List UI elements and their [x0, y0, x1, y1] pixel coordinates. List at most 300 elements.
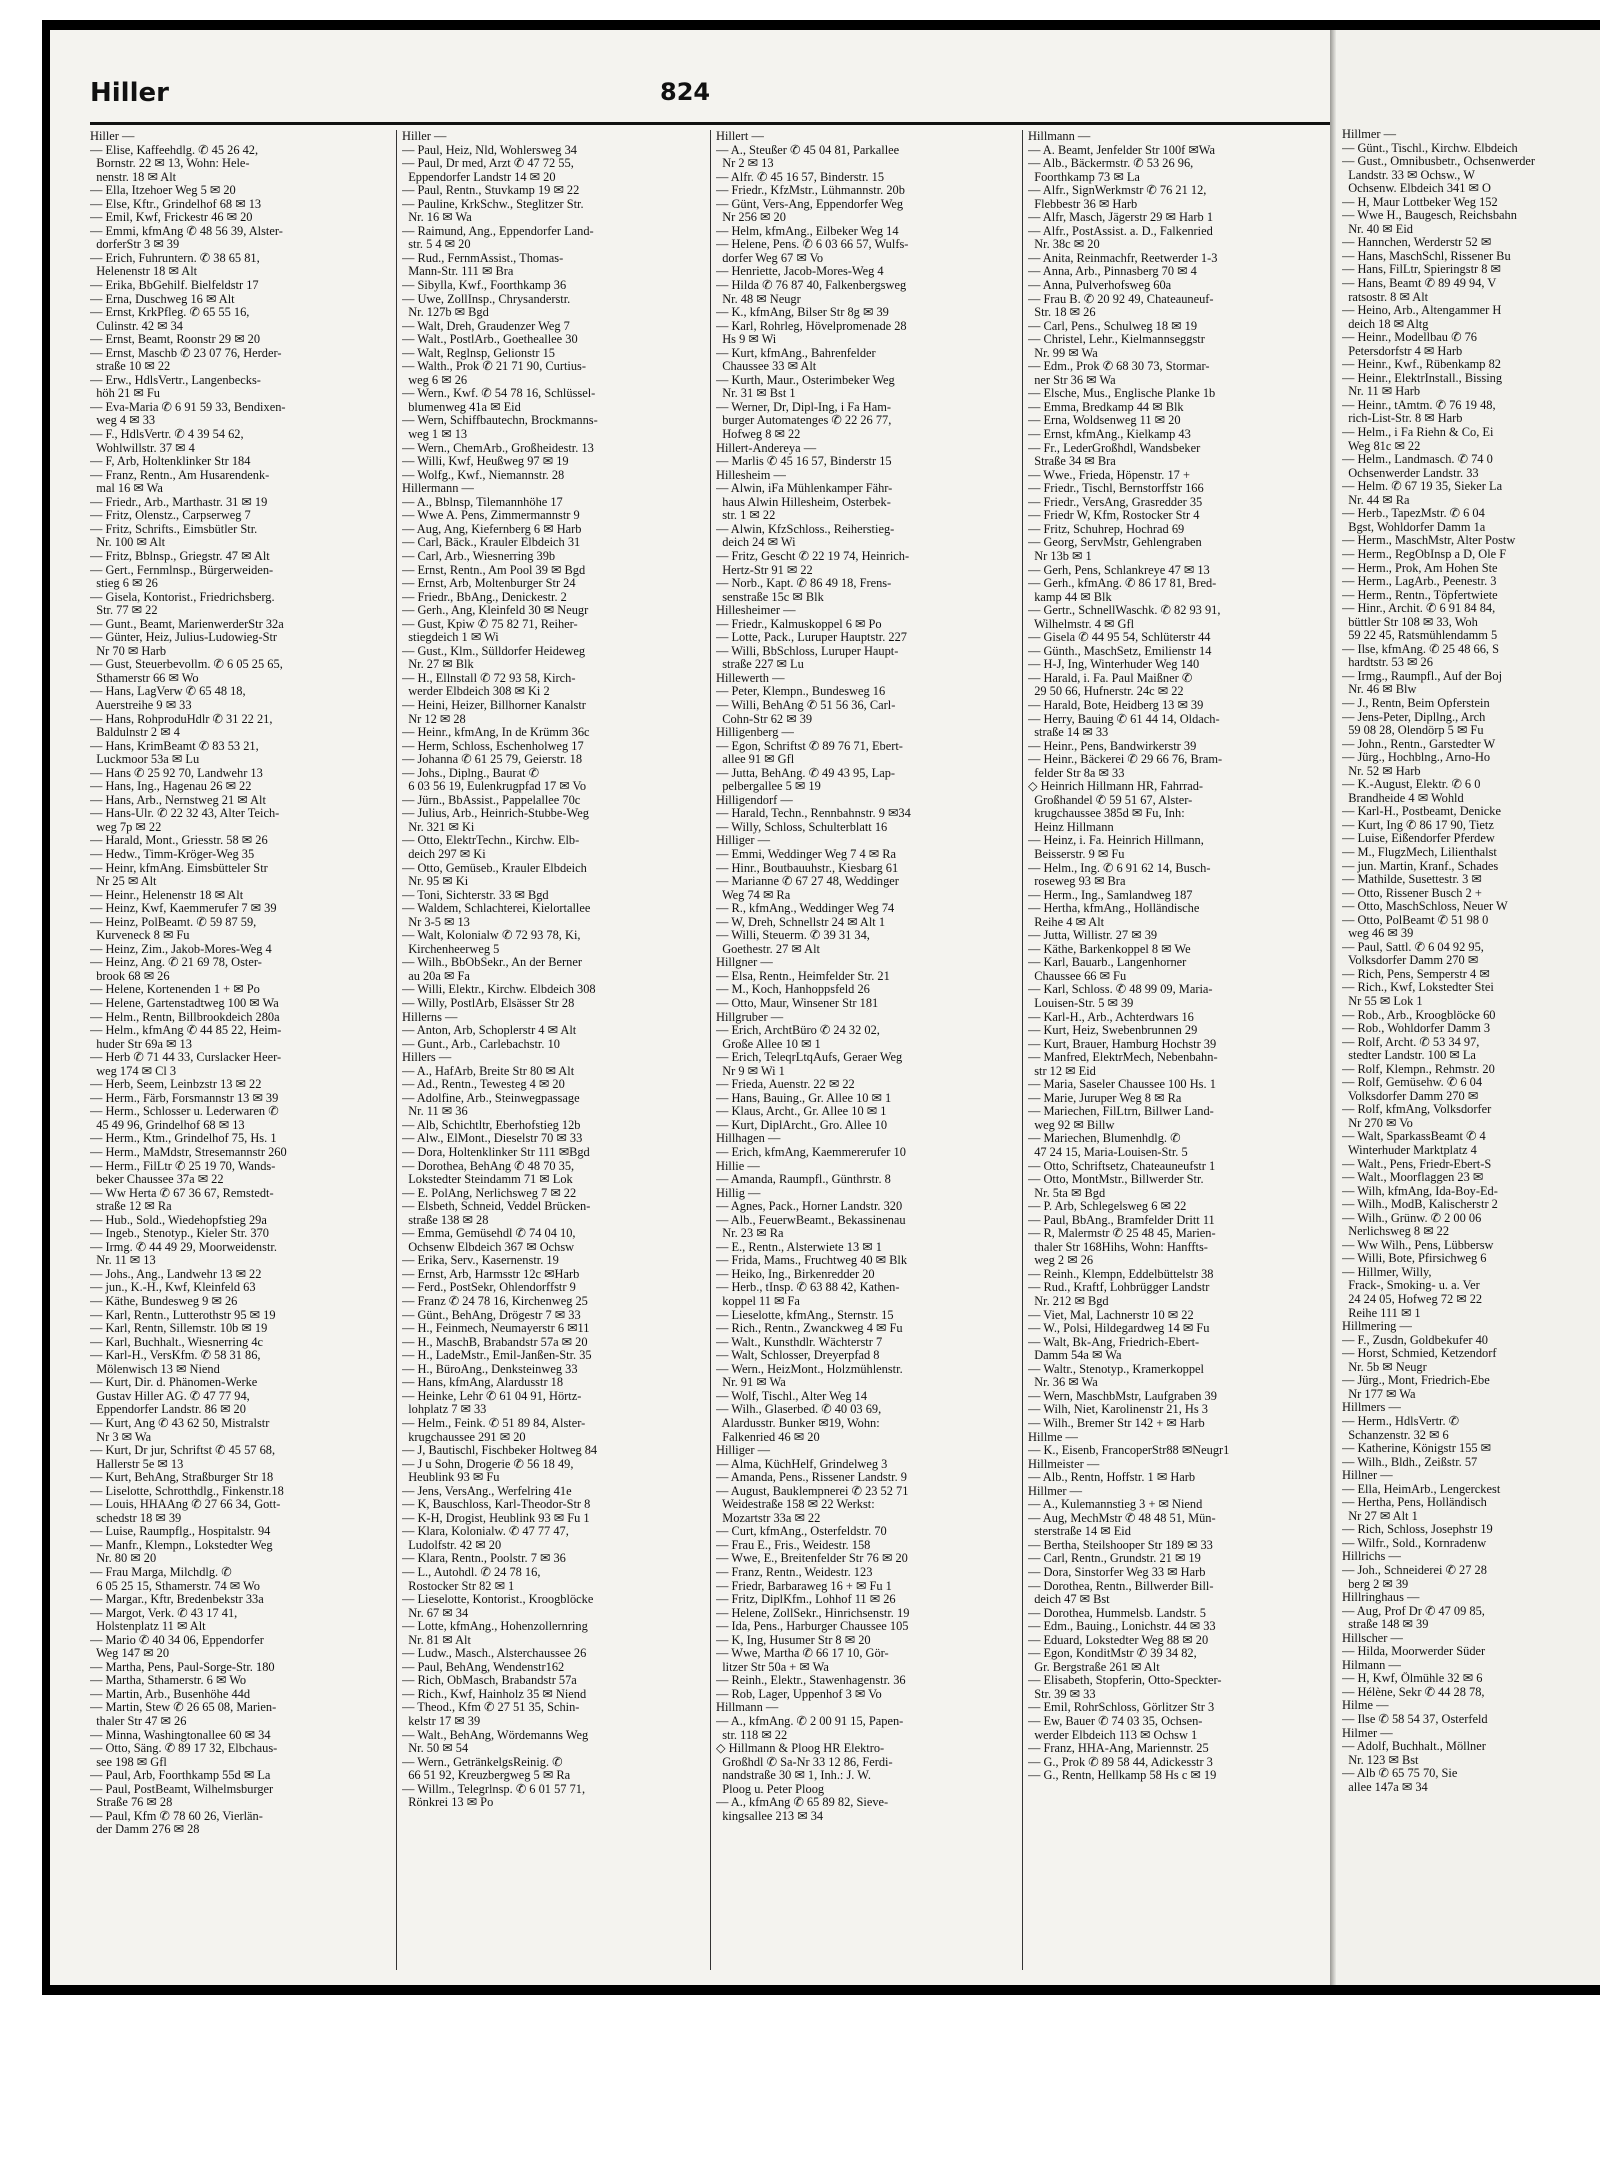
- directory-entry-line: — Willm., Telegrlnsp. ✆ 6 01 57 71,: [402, 1782, 586, 1796]
- directory-entry-line: — Paul, BbAng., Bramfelder Dritt 11: [1028, 1213, 1215, 1227]
- directory-entry-line: — Egon, KonditMstr ✆ 39 34 82,: [1028, 1647, 1197, 1661]
- directory-entry-line: — Ernst, KrkPfleg. ✆ 65 55 16,: [90, 306, 250, 320]
- surname-heading: Hillesheimer —: [716, 604, 796, 618]
- directory-entry-line: Louisen-Str. 5 ✉ 39: [1028, 997, 1134, 1010]
- directory-entry-line: — Mariechen, FilLtrn, Billwer Land-: [1028, 1105, 1214, 1119]
- directory-entry-line: — Heinr., Helenenstr 18 ✉ Alt: [90, 888, 244, 902]
- next-page-entry-line: Hilme —: [1342, 1699, 1389, 1713]
- directory-entry-line: Nr. 67 ✉ 34: [402, 1606, 469, 1620]
- directory-entry-line: 29 50 66, Hufnerstr. 24c ✉ 22: [1028, 685, 1184, 699]
- directory-entry-line: — Herm., Ing., Samlandweg 187: [1028, 888, 1193, 902]
- directory-entry-line: Cohn-Str 62 ✉ 39: [716, 712, 813, 726]
- directory-entry-line: Luckmoor 53a ✉ Lu: [90, 753, 200, 767]
- directory-entry-line: — Hilda ✆ 76 87 40, Falkenbergsweg: [716, 279, 907, 293]
- directory-entry-line: — Wilh., BbObSekr., An der Berner: [402, 956, 582, 970]
- next-page-entry-line: Nr. 44 ✉ Ra: [1342, 493, 1410, 507]
- directory-entry-line: Nr. 38c ✉ 20: [1028, 238, 1100, 252]
- directory-entry-line: — Emma, Bredkamp 44 ✉ Blk: [1028, 400, 1184, 414]
- directory-entry-line: — Rob, Lager, Uppenhof 3 ✉ Vo: [716, 1687, 882, 1701]
- next-page-entry-line: — Walt., Pens, Friedr-Ebert-S: [1342, 1157, 1492, 1171]
- directory-entry-line: — Henriette, Jacob-Mores-Weg 4: [716, 265, 884, 279]
- next-page-entry-line: Nr 177 ✉ Wa: [1342, 1387, 1416, 1401]
- directory-entry-line: — Gust, Kpiw ✆ 75 82 71, Reiher-: [402, 617, 578, 631]
- directory-entry-line: — Dora, Sinstorfer Weg 33 ✉ Harb: [1028, 1565, 1206, 1579]
- directory-entry-line: — jun., K.-H., Kwf, Kleinfeld 63: [90, 1281, 256, 1295]
- directory-entry-line: Nr. 36 ✉ Wa: [1028, 1376, 1098, 1390]
- page-margin-bottom: [0, 1995, 1600, 2177]
- directory-entry-line: — Friedr., VersAng, Grasredder 35: [1028, 495, 1203, 509]
- directory-entry-line: huder Str 69a ✉ 13: [90, 1037, 192, 1051]
- directory-entry-line: str. 5 4 ✉ 20: [402, 238, 471, 252]
- directory-entry-line: weg 2 ✉ 26: [1028, 1254, 1094, 1268]
- next-page-entry-line: Hillringhaus —: [1342, 1591, 1420, 1605]
- directory-entry-line: — Margar., Kftr, Bredenbekstr 33a: [90, 1593, 264, 1607]
- directory-entry-line: Mölenwisch 13 ✉ Niend: [90, 1362, 220, 1376]
- next-page-entry-line: — Horst, Schmied, Ketzendorf: [1342, 1347, 1497, 1361]
- directory-entry-line: Gr. Bergstraße 261 ✉ Alt: [1028, 1660, 1160, 1674]
- directory-entry-line: — Reinh., Elektr., Stawenhagenstr. 36: [716, 1674, 906, 1688]
- directory-entry-line: weg 4 ✉ 33: [90, 414, 156, 428]
- next-page-entry-line: Hillner —: [1342, 1469, 1393, 1483]
- directory-entry-line: — Walt, Schlosser, Dreyerpfad 8: [716, 1349, 880, 1363]
- directory-entry-line: — Ernst, Rentn., Am Pool 39 ✉ Bgd: [402, 563, 586, 577]
- directory-entry-line: — A., kfmAng. ✆ 2 00 91 15, Papen-: [716, 1714, 904, 1728]
- surname-heading: Hillme —: [1028, 1430, 1078, 1444]
- directory-entry-line: Wilhelmstr. 4 ✉ Gfl: [1028, 617, 1135, 631]
- next-page-entry-line: — Paul, Sattl. ✆ 6 04 92 95,: [1342, 940, 1484, 954]
- directory-entry-line: Nr. 5ta ✉ Bgd: [1028, 1186, 1106, 1200]
- directory-entry-line: lohplatz 7 ✉ 33: [402, 1403, 487, 1417]
- next-page-entry-line: — Mathilde, Susettestr. 3 ✉: [1342, 873, 1482, 887]
- directory-entry-line: — Lotte, Pack., Luruper Hauptstr. 227: [716, 631, 907, 645]
- directory-entry-line: — Klara, Kolonialw. ✆ 47 77 47,: [402, 1525, 569, 1539]
- directory-entry-line: Helenenstr 18 ✉ Alt: [90, 265, 198, 279]
- directory-entry-line: Hofweg 8 ✉ 22: [716, 428, 801, 442]
- directory-entry-line: Goethestr. 27 ✉ Alt: [716, 942, 820, 956]
- directory-entry-line: weg 92 ✉ Billw: [1028, 1118, 1115, 1132]
- next-page-entry-line: — Wwe H., Baugesch, Reichsbahn: [1342, 209, 1517, 223]
- next-page-entry-line: — Ella, HeimArb., Lengerckest: [1342, 1482, 1501, 1496]
- next-page-entry-line: — Wilfr., Sold., Kornradenw: [1342, 1536, 1487, 1550]
- next-page-entry-line: — Helm., i Fa Riehn & Co, Ei: [1342, 426, 1494, 440]
- directory-entry-line: — Alwin, iFa Mühlenkamper Fähr-: [716, 482, 893, 496]
- next-page-entry-line: — Irmg., Raumpfl., Auf der Boj: [1342, 669, 1503, 683]
- directory-entry-line: Nr. 27 ✉ Blk: [402, 658, 474, 672]
- directory-entry-line: sterstraße 14 ✉ Eid: [1028, 1525, 1131, 1539]
- directory-entry-line: — Alma, KüchHelf, Grindelweg 3: [716, 1457, 888, 1471]
- surname-heading: Hiller —: [90, 130, 135, 143]
- directory-entry-line: krugchaussee 385d ✉ Fu, Inh:: [1028, 807, 1185, 821]
- directory-entry-line: — Erna, Woldsenweg 11 ✉ 20: [1028, 414, 1181, 428]
- directory-entry-line: — Helene, Pens. ✆ 6 03 66 57, Wulfs-: [716, 238, 909, 252]
- directory-entry-line: — Pauline, KrkSchw., Steglitzer Str.: [402, 197, 584, 211]
- directory-entry-line: — Karl, Schloss. ✆ 48 99 09, Maria-: [1028, 983, 1213, 997]
- directory-entry-line: — Kurt, BehAng, Straßburger Str 18: [90, 1471, 274, 1485]
- next-page-entry-line: Nr. 5b ✉ Neugr: [1342, 1360, 1427, 1374]
- directory-entry-line: — Herry, Bauing ✆ 61 44 14, Oldach-: [1028, 712, 1220, 726]
- directory-entry-line: — Alfr. ✆ 45 16 57, Binderstr. 15: [716, 170, 885, 184]
- directory-entry-line: — Gerh., Ang, Kleinfeld 30 ✉ Neugr: [402, 604, 589, 618]
- directory-entry-line: — R, Malermstr ✆ 25 48 45, Marien-: [1028, 1227, 1216, 1241]
- directory-entry-line: — Louis, HHAAng ✆ 27 66 34, Gott-: [90, 1498, 281, 1512]
- next-page-entry-line: — Heinr., Modellbau ✆ 76: [1342, 331, 1477, 345]
- directory-entry-line: Nr 12 ✉ 28: [402, 712, 466, 726]
- next-page-entry-line: Bgst, Wohldorfer Damm 1a: [1342, 520, 1486, 534]
- directory-entry-line: — Paul, PostBeamt, Wilhelmsburger: [90, 1782, 274, 1796]
- directory-entry-line: — Fritz, Gescht ✆ 22 19 74, Heinrich-: [716, 549, 910, 563]
- directory-entry-line: — Christel, Lehr., Kielmannseggstr: [1028, 333, 1205, 347]
- surname-heading: Hillert-Andereya —: [716, 441, 817, 455]
- directory-entry-line: — K-H, Drogist, Heublink 93 ✉ Fu 1: [402, 1511, 590, 1525]
- directory-entry-line: Str. 18 ✉ 26: [1028, 306, 1096, 320]
- directory-entry-line: — Karl-H., Arb., Achterdwars 16: [1028, 1010, 1194, 1024]
- directory-entry-line: Nr. 11 ✉ 13: [90, 1254, 156, 1268]
- directory-entry-line: Lokstedter Steindamm 71 ✉ Lok: [402, 1173, 573, 1187]
- directory-entry-line: Str. 39 ✉ 33: [1028, 1687, 1096, 1701]
- directory-entry-line: — Margot, Verk. ✆ 43 17 41,: [90, 1606, 238, 1620]
- directory-entry-line: Ludolfstr. 42 ✉ 20: [402, 1538, 502, 1552]
- next-page-entry-line: — Karl-H., Postbeamt, Denicke: [1342, 805, 1501, 819]
- directory-entry-line: Bornstr. 22 ✉ 13, Wohn: Hele-: [90, 157, 250, 171]
- next-page-entry-line: — Wilh, kfmAng, Ida-Boy-Ed-: [1342, 1184, 1498, 1198]
- directory-entry-line: — Willy, Schloss, Schulterblatt 16: [716, 820, 888, 834]
- directory-entry-line: Nr. 11 ✉ 36: [402, 1105, 468, 1119]
- directory-entry-line: — Karl, Rentn, Sillemstr. 10b ✉ 19: [90, 1322, 268, 1336]
- next-page-entry-line: — Hannchen, Werderstr 52 ✉: [1342, 236, 1492, 250]
- directory-entry-line: Eppendorfer Landstr. 86 ✉ 20: [90, 1403, 246, 1417]
- surname-heading: Hilligenberg —: [716, 726, 794, 740]
- directory-entry-line: — Klaus, Archt., Gr. Allee 10 ✉ 1: [716, 1105, 887, 1119]
- surname-heading: Hillmer —: [1028, 1484, 1083, 1498]
- next-page-entry-line: Ochsenw. Elbdeich 341 ✉ O: [1342, 182, 1491, 196]
- directory-column-1: [90, 130, 390, 1975]
- next-page-entry-line: — Otto, Rissener Busch 2 +: [1342, 886, 1482, 900]
- directory-entry-line: — P. Arb, Schlegelsweg 6 ✉ 22: [1028, 1200, 1187, 1214]
- directory-entry-line: — Alfr., PostAssist. a. D., Falkenried: [1028, 224, 1213, 238]
- next-page-entry-line: Frack-, Smoking- u. a. Ver: [1342, 1279, 1480, 1293]
- directory-entry-line: — Karl, Buchhalt., Wiesnerring 4c: [90, 1335, 264, 1349]
- next-page-entry-line: — Rob., Arb., Kroogblöcke 60: [1342, 1008, 1496, 1022]
- directory-entry-line: — Martha, Pens, Paul-Sorge-Str. 180: [90, 1660, 275, 1674]
- directory-entry-line: krugchaussee 291 ✉ 20: [402, 1430, 526, 1444]
- directory-entry-line: — Rud., Kraftf, Lohbrügger Landstr: [1028, 1281, 1210, 1295]
- directory-entry-line: — Heiko, Ing., Birkenredder 20: [716, 1267, 875, 1281]
- directory-entry-line: deich 47 ✉ Bst: [1028, 1593, 1110, 1607]
- directory-entry-line: — Gust., Klm., Sülldorfer Heideweg: [402, 644, 586, 658]
- directory-entry-line: — A. Beamt, Jenfelder Str 100f ✉Wa: [1028, 143, 1215, 157]
- next-page-entry-line: — Jürg., Mont, Friedrich-Ebe: [1342, 1374, 1490, 1388]
- directory-entry-line: — Erich, TeleqrLtqAufs, Geraer Weg: [716, 1051, 903, 1065]
- directory-entry-line: — Hans ✆ 25 92 70, Landwehr 13: [90, 766, 263, 780]
- directory-entry-line: — Hub., Sold., Wiedehopfstieg 29a: [90, 1213, 267, 1227]
- next-page-entry-line: Landstr. 33 ✉ Ochsw., W: [1342, 168, 1475, 182]
- directory-entry-line: — Willi, Steuerm. ✆ 39 31 34,: [716, 929, 870, 943]
- directory-entry-line: — Elisabeth, Stopferin, Otto-Speckter-: [1028, 1674, 1222, 1688]
- directory-entry-line: — Else, Kftr., Grindelhof 68 ✉ 13: [90, 197, 262, 211]
- directory-entry-line: Nr 13b ✉ 1: [1028, 549, 1092, 563]
- directory-entry-line: — Ernst, Beamt, Roonstr 29 ✉ 20: [90, 333, 261, 347]
- directory-entry-line: — Gertr., SchnellWaschk. ✆ 82 93 91,: [1028, 604, 1221, 618]
- directory-entry-line: — Heinz, i. Fa. Heinrich Hillmann,: [1028, 834, 1204, 848]
- directory-entry-line: — J, Bautischl, Fischbeker Holtweg 84: [402, 1444, 598, 1458]
- directory-entry-line: thaler Str 47 ✉ 26: [90, 1714, 187, 1728]
- directory-entry-line: — Peter, Klempn., Bundesweg 16: [716, 685, 886, 699]
- directory-entry-line: — Otto, Säng. ✆ 89 17 32, Elbchaus-: [90, 1742, 278, 1756]
- directory-entry-line: — W., Polsi, Hildegardweg 14 ✉ Fu: [1028, 1322, 1210, 1336]
- directory-entry-line: — Manfr., Klempn., Lokstedter Weg: [90, 1538, 273, 1552]
- directory-entry-line: — Edm., Prok ✆ 68 30 73, Stormar-: [1028, 360, 1210, 374]
- directory-entry-line: — Hans, KrimBeamt ✆ 83 53 21,: [90, 739, 259, 753]
- directory-entry-line: — A., HafArb, Breite Str 80 ✉ Alt: [402, 1064, 575, 1078]
- directory-entry-line: — Hans, Ing., Hagenau 26 ✉ 22: [90, 780, 252, 794]
- directory-entry-line: — Wern., GetränkelgsReinig. ✆: [402, 1755, 563, 1769]
- next-page-entry-line: — Rolf, Archt. ✆ 53 34 97,: [1342, 1035, 1480, 1049]
- directory-entry-line: — Helm., Ing. ✆ 6 91 62 14, Busch-: [1028, 861, 1211, 875]
- directory-entry-line: — Karl-H., VersKfm. ✆ 58 31 86,: [90, 1349, 261, 1363]
- directory-entry-line: — E., Rentn., Alsterwiete 13 ✉ 1: [716, 1240, 882, 1254]
- directory-entry-line: deich 24 ✉ Wi: [716, 536, 796, 550]
- directory-entry-line: — Marlis ✆ 45 16 57, Binderstr 15: [716, 455, 892, 469]
- directory-entry-line: str 12 ✉ Eid: [1028, 1064, 1096, 1078]
- directory-entry-line: — Alb., Bäckermstr. ✆ 53 26 96,: [1028, 157, 1194, 171]
- directory-entry-line: — A., Bblnsp, Tilemannhöhe 17: [402, 495, 563, 509]
- directory-entry-line: — Otto, Maur, Winsener Str 181: [716, 997, 879, 1010]
- next-page-entry-line: ratsostr. 8 ✉ Alt: [1342, 290, 1429, 304]
- page-number: 824: [660, 78, 711, 106]
- directory-entry-line: weg 1 ✉ 13: [402, 428, 468, 442]
- directory-entry-line: — Heinz, Ang. ✆ 21 69 78, Oster-: [90, 956, 262, 970]
- next-page-entry-line: — Hans, FilLtr, Spieringstr 8 ✉: [1342, 263, 1501, 277]
- directory-entry-line: dorfer Weg 67 ✉ Vo: [716, 251, 824, 265]
- directory-entry-line: burger Automatenges ✆ 22 26 77,: [716, 414, 892, 428]
- directory-entry-line: — G., Rentn, Hellkamp 58 Hs c ✉ 19: [1028, 1769, 1217, 1783]
- directory-entry-line: — Manfred, ElektrMech, Nebenbahn-: [1028, 1051, 1218, 1065]
- directory-entry-line: — Otto, ElektrTechn., Kirchw. Elb-: [402, 834, 580, 848]
- next-page-entry-line: — F., Zusdn, Goldbekufer 40: [1342, 1333, 1488, 1347]
- next-page-entry-line: — Herm., LagArb., Peenestr. 3: [1342, 575, 1497, 589]
- directory-entry-line: Eppendorfer Landstr 14 ✉ 20: [402, 170, 556, 184]
- directory-entry-line: — Friedr W, Kfm, Rostocker Str 4: [1028, 509, 1200, 523]
- directory-entry-line: — Herm., Ktm., Grindelhof 75, Hs. 1: [90, 1132, 277, 1146]
- directory-entry-line: Weg 74 ✉ Ra: [716, 888, 791, 902]
- directory-entry-line: — Walt., Kunsthdlr. Wächterstr 7: [716, 1335, 883, 1349]
- next-page-entry-line: — Joh., Schneiderei ✆ 27 28: [1342, 1563, 1487, 1577]
- next-page-entry-line: — Günt., Tischl., Kirchw. Elbdeich: [1342, 141, 1518, 155]
- next-page-entry-line: — Jens-Peter, Dipllng., Arch: [1342, 710, 1486, 724]
- directory-entry-line: — Gust, Steuerbevollm. ✆ 6 05 25 65,: [90, 658, 283, 672]
- next-page-entry-line: — Ww Wilh., Pens, Lübbersw: [1342, 1238, 1494, 1252]
- directory-entry-line: — Fr., LederGroßhdl, Wandsbeker: [1028, 441, 1201, 455]
- directory-entry-line: — Alw., ElMont., Dieselstr 70 ✉ 33: [402, 1132, 583, 1146]
- directory-entry-line: — Wwe, E., Breitenfelder Str 76 ✉ 20: [716, 1552, 908, 1566]
- directory-entry-line: Nr 3-5 ✉ 13: [402, 915, 470, 929]
- directory-entry-line: — Kurt, Brauer, Hamburg Hochstr 39: [1028, 1037, 1217, 1051]
- directory-entry-line: — Elise, Kaffeehdlg. ✆ 45 26 42,: [90, 143, 259, 157]
- directory-entry-line: Nr. 321 ✉ Ki: [402, 820, 475, 834]
- next-page-entry-line: Weg 81c ✉ 22: [1342, 439, 1421, 453]
- directory-entry-line: deich 297 ✉ Ki: [402, 847, 486, 861]
- directory-entry-line: — Waldem, Schlachterei, Kielortallee: [402, 902, 591, 916]
- directory-entry-line: — Hedw., Timm-Kröger-Weg 35: [90, 847, 255, 861]
- directory-entry-line: Falkenried 46 ✉ 20: [716, 1430, 820, 1444]
- next-page-entry-line: Nr. 11 ✉ Harb: [1342, 385, 1421, 399]
- directory-entry-line: — Johs., Diplng., Baurat ✆: [402, 766, 540, 780]
- directory-entry-line: — Harald, Techn., Rennbahnstr. 9 ✉34: [716, 807, 911, 821]
- directory-entry-line: — Heini, Heizer, Billhorner Kanalstr: [402, 698, 586, 712]
- next-page-entry-line: — Herm., Rentn., Töpfertwiete: [1342, 588, 1498, 602]
- directory-entry-line: — Frida, Mams., Fruchtweg 40 ✉ Blk: [716, 1254, 908, 1268]
- directory-entry-line: — Carl, Arb., Wiesnerring 39b: [402, 549, 556, 563]
- directory-entry-line: Nr. 99 ✉ Wa: [1028, 346, 1098, 360]
- directory-entry-line: — A., Kulemannstieg 3 + ✉ Niend: [1028, 1498, 1203, 1512]
- directory-entry-line: Holstenplatz 11 ✉ Alt: [90, 1620, 206, 1634]
- directory-entry-line: — Hans, kfmAng, Alardusstr 18: [402, 1376, 564, 1390]
- directory-entry-line: — Wolfg., Kwf., Niemannstr. 28: [402, 468, 565, 482]
- directory-entry-line: — Karl, Rentn., Lutterothstr 95 ✉ 19: [90, 1308, 276, 1322]
- directory-entry-line: weg 6 ✉ 26: [402, 373, 468, 387]
- directory-entry-line: litzer Str 50a + ✉ Wa: [716, 1660, 829, 1674]
- directory-entry-line: Hertz-Str 91 ✉ 22: [716, 563, 813, 577]
- directory-entry-line: — Jürn., BbAssist., Pappelallee 70c: [402, 793, 581, 807]
- directory-entry-line: — Erika, Serv., Kasernenstr. 19: [402, 1254, 559, 1268]
- next-page-entry-line: — Otto, PolBeamt ✆ 51 98 0: [1342, 913, 1489, 927]
- next-page-entry-line: — Walt, SparkassBeamt ✆ 4: [1342, 1130, 1486, 1144]
- directory-entry-line: — A., Steußer ✆ 45 04 81, Parkallee: [716, 143, 900, 157]
- directory-entry-line: Großhdl ✆ Sa-Nr 33 12 86, Ferdi-: [716, 1755, 893, 1769]
- directory-entry-line: — Ad., Rentn., Tewesteg 4 ✉ 20: [402, 1078, 565, 1092]
- directory-entry-line: stiegdeich 1 ✉ Wi: [402, 631, 499, 645]
- directory-entry-line: — Willi, BbSchloss, Luruper Haupt-: [716, 644, 899, 658]
- directory-entry-line: 6 03 56 19, Eulenkrugpfad 17 ✉ Vo: [402, 780, 587, 794]
- directory-entry-line: — Wilh., Glaserbed. ✆ 40 03 69,: [716, 1403, 882, 1417]
- directory-entry-line: Hs 9 ✉ Wi: [716, 333, 777, 347]
- directory-entry-line: — Ferd., PostSekr, Ohlendorffstr 9: [402, 1281, 576, 1295]
- directory-entry-line: straße 227 ✉ Lu: [716, 658, 804, 672]
- directory-entry-line: roseweg 93 ✉ Bra: [1028, 875, 1126, 889]
- directory-entry-line: — A., kfmAng ✆ 65 89 82, Sieve-: [716, 1796, 889, 1810]
- directory-entry-line: — H., Ellnstall ✆ 72 93 58, Kirch-: [402, 671, 576, 685]
- directory-entry-line: Rönkrei 13 ✉ Po: [402, 1796, 494, 1810]
- directory-entry-line: Nr. 23 ✉ Ra: [716, 1227, 784, 1241]
- directory-entry-line: — Walt, Dreh, Graudenzer Weg 7: [402, 319, 570, 333]
- directory-entry-line: — Aug, Ang, Kiefernberg 6 ✉ Harb: [402, 522, 582, 536]
- next-page-entry-line: — Ilse, kfmAng. ✆ 25 48 66, S: [1342, 642, 1500, 656]
- directory-entry-line: Weidestraße 158 ✉ 22 Werkst:: [716, 1498, 875, 1512]
- next-page-entry-line: — Herb., TapezMstr. ✆ 6 04: [1342, 507, 1485, 521]
- directory-entry-line: Nr 2 ✉ 13: [716, 157, 774, 171]
- directory-entry-line: Nr. 50 ✉ 54: [402, 1742, 469, 1756]
- directory-entry-line: — Herm, Schloss, Eschenholweg 17: [402, 739, 584, 753]
- next-page-entry-line: — Hinr., Archit. ✆ 6 91 84 84,: [1342, 602, 1496, 616]
- directory-entry-line: — H., Feinmech, Neumayerstr 6 ✉11: [402, 1322, 590, 1336]
- directory-entry-line: — Johs., Ang., Landwehr 13 ✉ 22: [90, 1267, 262, 1281]
- next-page-entry-line: — Wilh., Bldh., Zeißstr. 57: [1342, 1455, 1478, 1469]
- directory-entry-line: kamp 44 ✉ Blk: [1028, 590, 1112, 604]
- directory-entry-line: straße 138 ✉ 28: [402, 1213, 489, 1227]
- directory-entry-line: mal 16 ✉ Wa: [90, 482, 163, 496]
- next-page-entry-line: Schanzenstr. 32 ✉ 6: [1342, 1428, 1449, 1442]
- directory-entry-line: — Liselotte, Schrotthdlg., Finkenstr.18: [90, 1484, 284, 1498]
- directory-entry-line: — Günt, Vers-Ang, Eppendorfer Weg: [716, 197, 904, 211]
- next-page-entry-line: — Aug, Prof Dr ✆ 47 09 85,: [1342, 1604, 1485, 1618]
- directory-entry-line: — Waltr., Stenotyp., Kramerkoppel: [1028, 1362, 1204, 1376]
- directory-entry-line: Baldulnstr 2 ✉ 4: [90, 726, 180, 740]
- next-page-entry-line: 59 08 28, Olendörp 5 ✉ Fu: [1342, 724, 1484, 738]
- directory-entry-line: — Amanda, Pens., Rissener Landstr. 9: [716, 1471, 908, 1485]
- next-page-entry-line: rich-List-Str. 8 ✉ Harb: [1342, 412, 1463, 426]
- directory-entry-line: Foorthkamp 73 ✉ La: [1028, 170, 1140, 184]
- next-page-entry-line: Nerlichsweg 8 ✉ 22: [1342, 1225, 1450, 1239]
- directory-entry-line: — Friedr., Arb., Marthastr. 31 ✉ 19: [90, 495, 268, 509]
- directory-entry-line: — F, Arb, Holtenklinker Str 184: [90, 455, 251, 469]
- directory-entry-line: — Alfr, Masch, Jägerstr 29 ✉ Harb 1: [1028, 211, 1214, 225]
- directory-entry-line: — Johanna ✆ 61 25 79, Geierstr. 18: [402, 753, 583, 767]
- directory-entry-line: werder Elbdeich 308 ✉ Ki 2: [402, 685, 550, 699]
- next-page-entry-line: — Rich, Pens, Semperstr 4 ✉: [1342, 967, 1490, 981]
- directory-entry-line: Ploog u. Peter Ploog: [716, 1782, 825, 1796]
- directory-entry-line: au 20a ✉ Fa: [402, 969, 470, 983]
- directory-entry-line: — Curt, kfmAng., Osterfeldstr. 70: [716, 1525, 887, 1539]
- directory-entry-line: — Günter, Heiz, Julius-Ludowieg-Str: [90, 631, 278, 645]
- directory-entry-line: — Wilh, Niet, Karolinenstr 21, Hs 3: [1028, 1403, 1208, 1417]
- next-page-entry-line: 59 22 45, Ratsmühlendamm 5: [1342, 629, 1498, 643]
- directory-entry-line: haus Alwin Hillesheim, Osterbek-: [716, 495, 891, 509]
- directory-entry-line: — Ingeb., Stenotyp., Kieler Str. 370: [90, 1227, 269, 1241]
- directory-entry-line: Damm 54a ✉ Wa: [1028, 1349, 1122, 1363]
- directory-entry-line: — Heinr., Bäckerei ✆ 29 66 76, Bram-: [1028, 753, 1223, 767]
- directory-entry-line: Auerstreihe 9 ✉ 33: [90, 698, 192, 712]
- directory-entry-line: — Elsche, Mus., Englische Planke 1b: [1028, 387, 1216, 401]
- next-page-entry-line: — Kurt, Ing ✆ 86 17 90, Tietz: [1342, 818, 1494, 832]
- next-page-entry-line: Volksdorfer Damm 270 ✉: [1342, 1089, 1479, 1103]
- directory-entry-line: — Wolf, Tischl., Alter Weg 14: [716, 1389, 868, 1403]
- surname-heading: Hiller —: [402, 130, 447, 143]
- directory-entry-line: — Heinr., Pens, Bandwirkerstr 39: [1028, 739, 1197, 753]
- directory-entry-line: — Kurt, Ang ✆ 43 62 50, Mistralstr: [90, 1416, 270, 1430]
- directory-entry-line: Chaussee 33 ✉ Alt: [716, 360, 817, 374]
- directory-entry-line: — Franz, HHA-Ang, Mariennstr. 25: [1028, 1742, 1209, 1756]
- next-page-entry-line: — Hillmer, Willy,: [1342, 1265, 1432, 1279]
- directory-entry-line: Nr. 81 ✉ Alt: [402, 1633, 471, 1647]
- surname-heading: Hillgner —: [716, 956, 773, 970]
- directory-entry-line: — Walt., PostlArb., Goetheallee 30: [402, 333, 578, 347]
- surname-heading: Hillewerth —: [716, 671, 785, 685]
- directory-entry-line: — Reinh., Klempn, Eddelbüttelstr 38: [1028, 1267, 1214, 1281]
- directory-entry-line: koppel 11 ✉ Fa: [716, 1295, 800, 1309]
- directory-entry-line: — Herb ✆ 71 44 33, Curslacker Heer-: [90, 1051, 282, 1065]
- next-page-entry-line: — Alb ✆ 65 75 70, Sie: [1342, 1767, 1458, 1781]
- next-page-entry-line: Hillmers —: [1342, 1401, 1401, 1415]
- next-page-entry-line: — Heinr., ElektrInstall., Bissing: [1342, 371, 1503, 385]
- directory-entry-line: — Dorothea, Rentn., Billwerder Bill-: [1028, 1579, 1214, 1593]
- next-page-entry-line: — Herm., Prok, Am Hohen Ste: [1342, 561, 1498, 575]
- directory-entry-line: — Käthe, Barkenkoppel 8 ✉ We: [1028, 942, 1191, 956]
- directory-entry-line: — Herm., FilLtr ✆ 25 19 70, Wands-: [90, 1159, 276, 1173]
- column-divider: [396, 130, 397, 1970]
- directory-entry-line: — Otto, Schriftsetz, Chateauneufstr 1: [1028, 1159, 1216, 1173]
- next-page-entry-line: — Wilh., Grünw. ✆ 2 00 06: [1342, 1211, 1482, 1225]
- directory-entry-line: — Lieselotte, kfmAng., Sternstr. 15: [716, 1308, 894, 1322]
- next-page-entry-line: — Hilda, Moorwerder Süder: [1342, 1645, 1486, 1659]
- directory-entry-line: — Heinz, PolBeamt. ✆ 59 87 59,: [90, 915, 257, 929]
- next-page-entry-line: — Helm. ✆ 67 19 35, Sieker La: [1342, 480, 1503, 494]
- directory-entry-line: — Agnes, Pack., Horner Landstr. 320: [716, 1200, 903, 1214]
- directory-entry-line: — Erna, Duschweg 16 ✉ Alt: [90, 292, 235, 306]
- directory-entry-line: — Erich, ArchtBüro ✆ 24 32 02,: [716, 1024, 880, 1038]
- directory-entry-line: Wohlwillstr. 37 ✉ 4: [90, 441, 195, 455]
- directory-entry-line: Ochsenw Elbdeich 367 ✉ Ochsw: [402, 1240, 575, 1254]
- directory-entry-line: — Fritz, Schrifts., Eimsbütler Str.: [90, 522, 258, 536]
